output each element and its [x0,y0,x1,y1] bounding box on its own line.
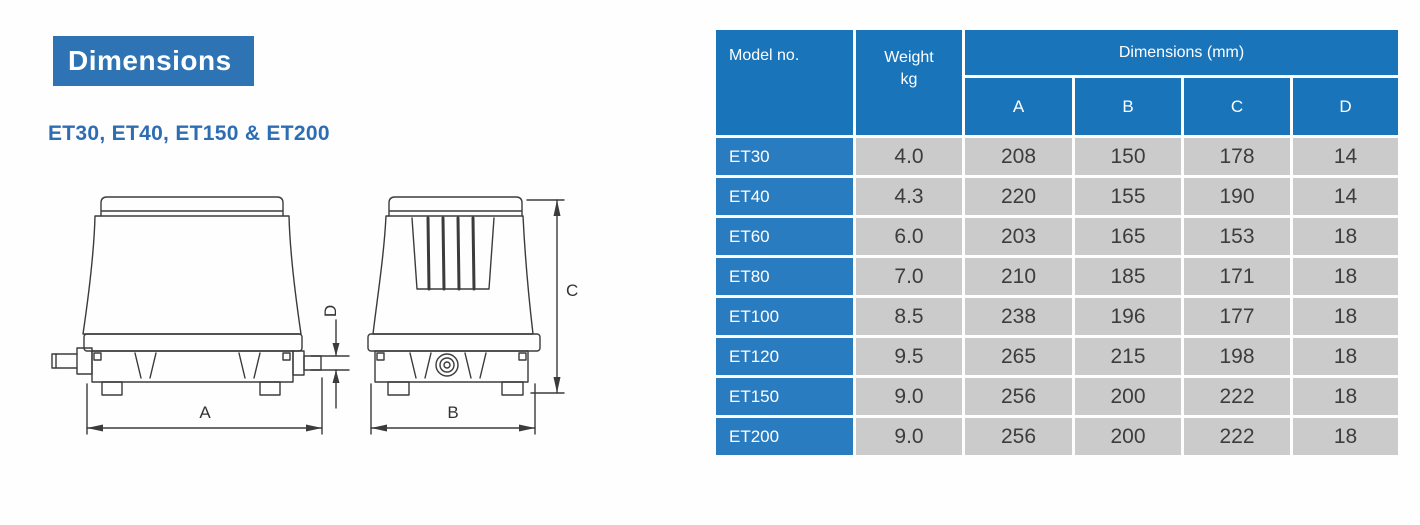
dim-c-cell: 153 [1184,218,1290,255]
weight-cell: 9.0 [856,378,962,415]
dim-a-cell: 265 [965,338,1072,375]
dim-d-cell: 14 [1293,138,1398,175]
dim-c-cell: 177 [1184,298,1290,335]
side-view-drawing [368,197,578,434]
dim-a-cell: 256 [965,378,1072,415]
model-cell: ET150 [716,378,853,415]
dim-d-cell: 18 [1293,418,1398,455]
dim-label-c: C [566,281,579,300]
front-view-drawing [52,197,349,434]
col-header-c: C [1184,78,1290,135]
dim-a-cell: 220 [965,178,1072,215]
dim-d-cell: 18 [1293,338,1398,375]
dim-d-cell: 18 [1293,298,1398,335]
weight-cell: 4.0 [856,138,962,175]
col-header-weight-label: Weight [884,49,934,66]
col-header-d: D [1293,78,1398,135]
dim-b-cell: 165 [1075,218,1181,255]
dim-a-cell: 238 [965,298,1072,335]
pump-technical-drawing [15,188,585,448]
model-cell: ET80 [716,258,853,295]
dim-c-cell: 190 [1184,178,1290,215]
weight-cell: 9.0 [856,418,962,455]
model-cell: ET40 [716,178,853,215]
dim-a-cell: 208 [965,138,1072,175]
dim-b-cell: 215 [1075,338,1181,375]
dim-d-cell: 14 [1293,178,1398,215]
dim-d-cell: 18 [1293,218,1398,255]
col-header-b: B [1075,78,1181,135]
dimensions-table [716,30,1398,455]
model-cell: ET60 [716,218,853,255]
dim-b-cell: 150 [1075,138,1181,175]
section-title-box [53,36,254,86]
section-title: Dimensions [68,45,232,76]
dim-c-cell: 222 [1184,418,1290,455]
dim-b-cell: 196 [1075,298,1181,335]
dim-label-d: D [321,304,340,318]
dim-d-cell: 18 [1293,378,1398,415]
dim-c-cell: 178 [1184,138,1290,175]
dim-b-cell: 185 [1075,258,1181,295]
dimension-b [371,384,535,434]
col-header-model: Model no. [716,30,853,135]
dim-b-cell: 200 [1075,378,1181,415]
col-header-weight-unit: kg [900,70,918,88]
dim-label-a: A [199,403,211,422]
col-header-a: A [965,78,1072,135]
dimension-c [527,200,578,393]
dim-a-cell: 210 [965,258,1072,295]
dim-c-cell: 171 [1184,258,1290,295]
dimension-d [311,305,349,408]
model-range-subtitle: ET30, ET40, ET150 & ET200 [48,122,330,145]
dim-c-cell: 222 [1184,378,1290,415]
model-cell: ET120 [716,338,853,375]
weight-cell: 7.0 [856,258,962,295]
dim-d-cell: 18 [1293,258,1398,295]
dim-a-cell: 203 [965,218,1072,255]
dim-b-cell: 155 [1075,178,1181,215]
model-cell: ET100 [716,298,853,335]
dim-b-cell: 200 [1075,418,1181,455]
dim-c-cell: 198 [1184,338,1290,375]
weight-cell: 9.5 [856,338,962,375]
model-cell: ET30 [716,138,853,175]
col-header-dimensions-group: Dimensions (mm) [965,30,1398,75]
model-cell: ET200 [716,418,853,455]
col-header-weight [856,30,962,135]
dim-label-b: B [447,403,459,422]
weight-cell: 6.0 [856,218,962,255]
weight-cell: 4.3 [856,178,962,215]
weight-cell: 8.5 [856,298,962,335]
dim-a-cell: 256 [965,418,1072,455]
